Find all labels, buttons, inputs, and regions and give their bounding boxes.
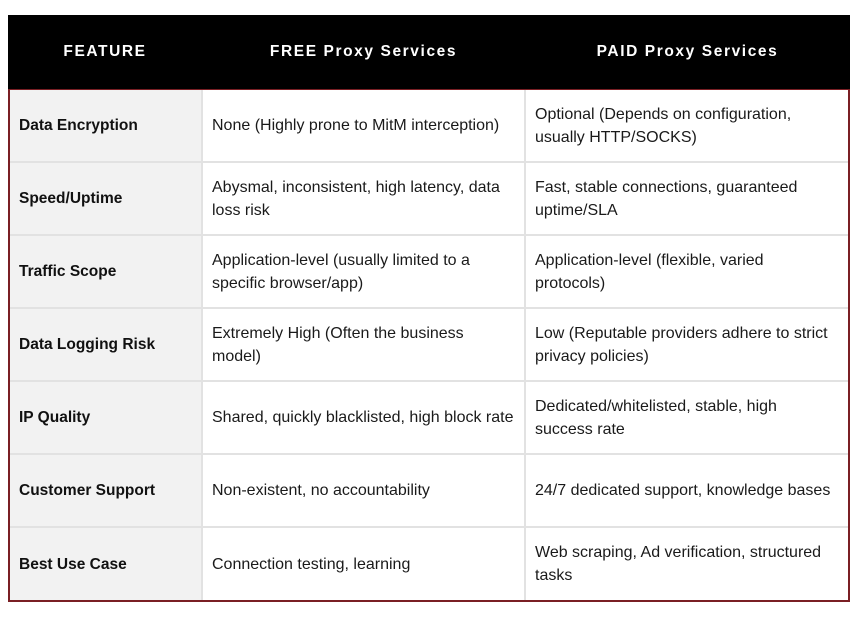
header-free-proxy: FREE Proxy Services [269, 43, 458, 60]
table-row-data-logging-risk [10, 309, 848, 382]
feature-cell: Best Use Case [10, 528, 203, 600]
paid-cell: Low (Reputable providers adhere to strict privacy policies) [535, 324, 828, 365]
free-cell: Extremely High (Often the business model) [203, 309, 526, 380]
paid-cell: Optional (Depends on configuration, usually HTTP/SOCKS) [535, 105, 792, 146]
free-cell: None (Highly prone to MitM interception) [203, 90, 526, 161]
table-row-ip-quality [10, 382, 848, 455]
header-feature: FEATURE [63, 43, 147, 60]
paid-cell: Application-level (flexible, varied protocols) [535, 251, 764, 292]
table-row-traffic-scope [10, 236, 848, 309]
table-header [8, 15, 850, 89]
comparison-table [8, 15, 850, 602]
feature-cell: IP Quality [10, 382, 203, 453]
paid-cell: Fast, stable connections, guaranteed uptime/SLA [535, 178, 798, 219]
table-row-customer-support [10, 455, 848, 528]
table-body [8, 89, 850, 602]
table-row-best-use-case [10, 528, 848, 600]
free-cell: Application-level (usually limited to a specific browser/app) [203, 236, 526, 307]
paid-cell: Dedicated/whitelisted, stable, high success rate [535, 397, 777, 438]
table-row-speed-uptime [10, 163, 848, 236]
feature-cell: Data Encryption [10, 90, 203, 161]
table-row-data-encryption [10, 90, 848, 163]
free-cell: Abysmal, inconsistent, high latency, data loss risk [203, 163, 526, 234]
free-cell: Non-existent, no accountability [203, 455, 526, 526]
feature-cell: Customer Support [10, 455, 203, 526]
free-cell: Connection testing, learning [203, 528, 526, 600]
free-cell: Shared, quickly blacklisted, high block rate [203, 382, 526, 453]
paid-cell: 24/7 dedicated support, knowledge bases [535, 482, 831, 499]
feature-cell: Traffic Scope [10, 236, 203, 307]
header-paid-proxy: PAID Proxy Services [596, 43, 779, 60]
feature-cell: Data Logging Risk [10, 309, 203, 380]
paid-cell: Web scraping, Ad verification, structured tasks [535, 544, 822, 584]
feature-cell: Speed/Uptime [10, 163, 203, 234]
